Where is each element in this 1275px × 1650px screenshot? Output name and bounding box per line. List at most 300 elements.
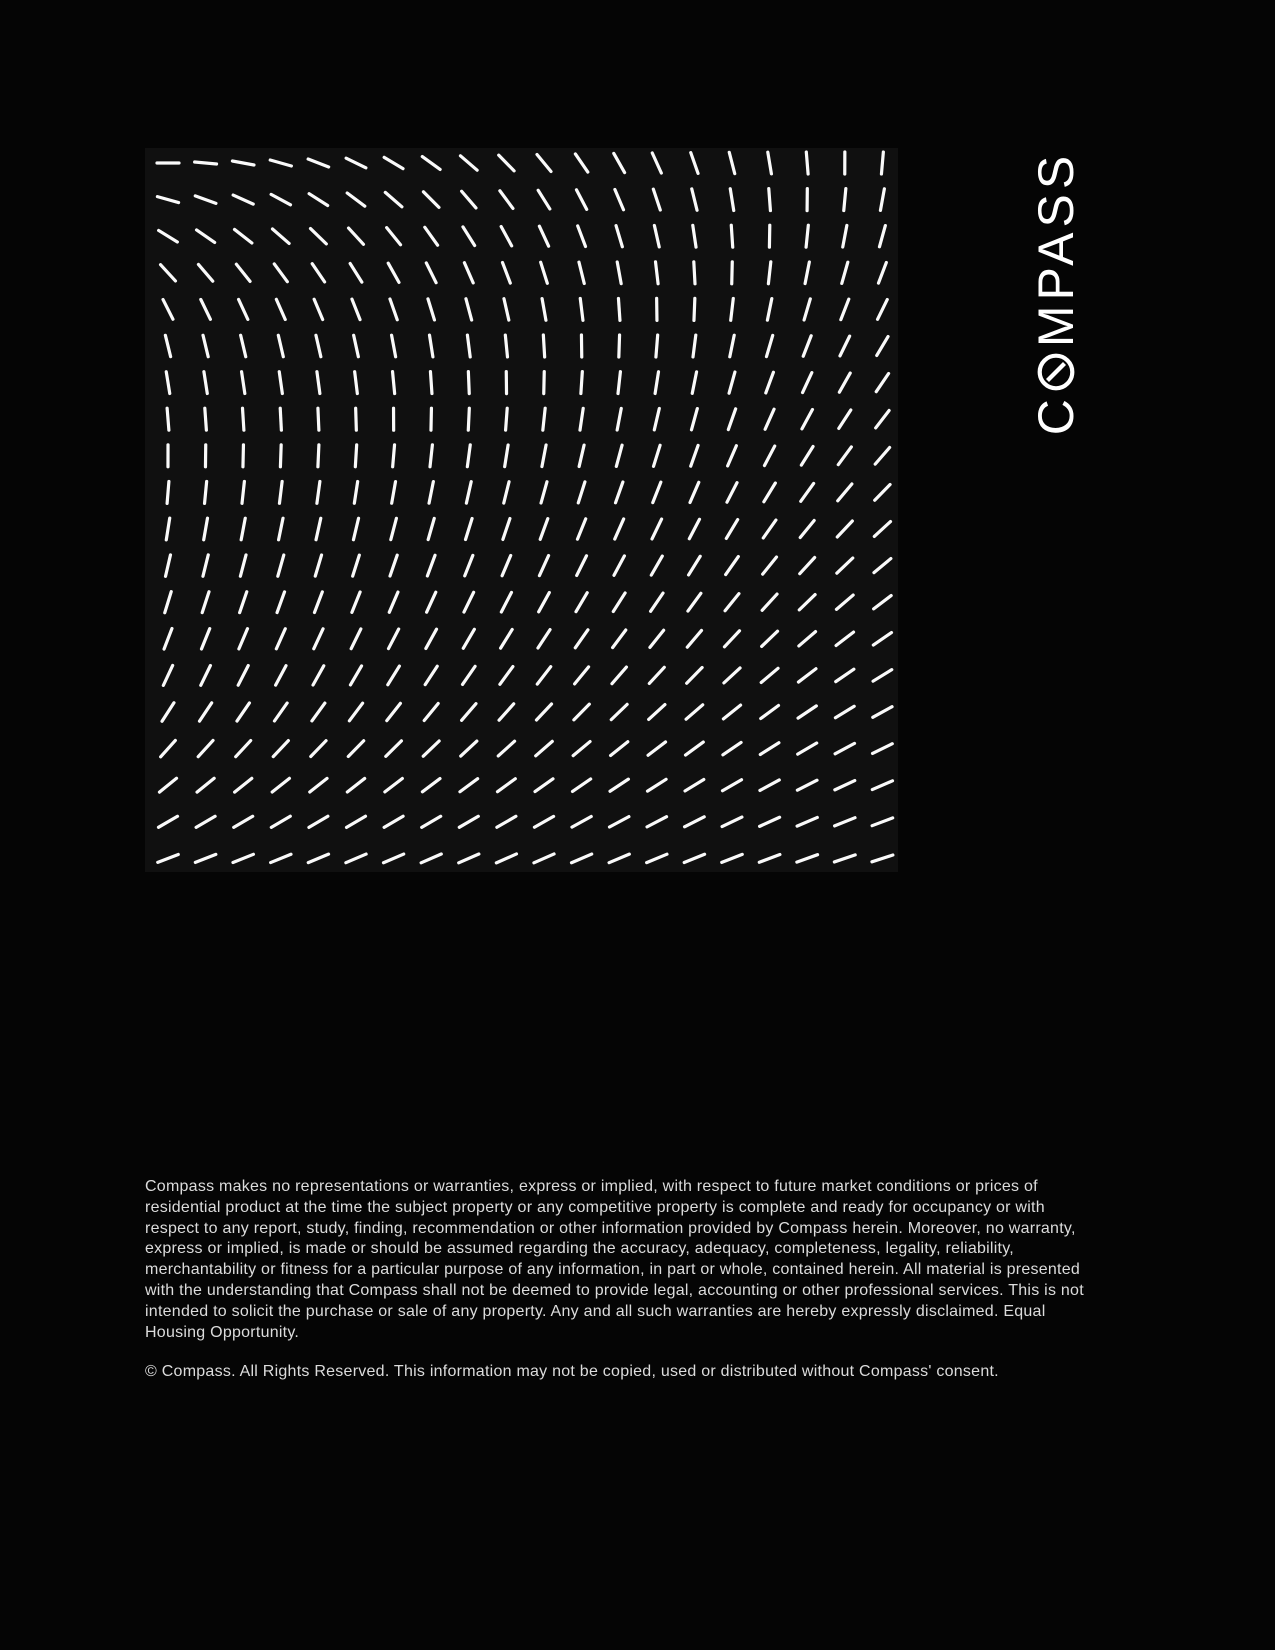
- flow-dash: [880, 189, 884, 211]
- flow-dash: [167, 408, 169, 430]
- flow-dash: [465, 555, 473, 575]
- flow-dash: [730, 335, 734, 357]
- flow-dash: [505, 445, 508, 467]
- flow-dash: [876, 410, 889, 427]
- flow-dash: [356, 408, 357, 430]
- flow-dash: [725, 594, 739, 611]
- flow-dash: [578, 226, 586, 247]
- flow-dash: [575, 630, 588, 648]
- flow-dash: [498, 741, 514, 756]
- flow-dash: [204, 518, 208, 540]
- flow-dash: [537, 667, 550, 684]
- disclaimer-text: [145, 1177, 1084, 1343]
- flow-dash: [539, 556, 548, 576]
- flow-dash: [355, 445, 356, 467]
- flow-dash: [459, 854, 479, 863]
- flow-dash: [768, 152, 772, 174]
- flow-dash: [466, 482, 471, 503]
- flow-dash: [239, 299, 248, 319]
- flow-dash: [541, 482, 547, 503]
- flow-dash: [352, 592, 360, 612]
- flow-dash: [503, 263, 511, 284]
- flow-dash: [460, 156, 477, 170]
- flow-dash: [724, 668, 740, 683]
- flow-dash: [840, 336, 850, 356]
- flow-dash: [575, 154, 587, 172]
- flow-dash: [166, 555, 171, 576]
- flow-dash: [347, 193, 365, 206]
- flow-dash: [835, 743, 854, 753]
- flow-dash: [161, 740, 176, 756]
- disclaimer-line: residential product at the time the subject property or any competitive property is complete and ready for occupancy or with: [145, 1198, 1045, 1216]
- flow-dash: [314, 299, 323, 319]
- flow-dash: [240, 555, 246, 576]
- flow-dash: [425, 666, 437, 684]
- flow-dash: [731, 225, 732, 247]
- flow-dash: [197, 778, 214, 792]
- flow-dash: [768, 262, 770, 284]
- flow-dash: [541, 262, 548, 283]
- flow-dash: [802, 410, 812, 429]
- flow-dash: [881, 152, 883, 174]
- flow-dash: [617, 262, 621, 284]
- flow-dash: [767, 299, 771, 321]
- flow-dash: [163, 665, 172, 685]
- flow-dash: [873, 633, 891, 645]
- disclaimer-line: express or implied, is made or should be assumed regarding the accuracy, adequacy, completeness, legality, reliability,: [145, 1240, 1014, 1258]
- flow-dash: [685, 817, 705, 827]
- flow-dash: [872, 855, 893, 862]
- flow-dash: [761, 705, 779, 718]
- flow-dash: [165, 592, 171, 613]
- flow-dash: [689, 519, 699, 538]
- flow-dash: [579, 262, 584, 283]
- flow-dash: [318, 445, 319, 467]
- flow-dash: [463, 227, 475, 246]
- flow-dash: [836, 632, 853, 645]
- flow-dash: [353, 555, 360, 576]
- flow-dash: [163, 300, 173, 320]
- flow-dash: [346, 854, 366, 863]
- flow-dash: [318, 408, 319, 430]
- flow-dash: [158, 854, 179, 862]
- flow-dash: [166, 518, 169, 540]
- flow-dash: [874, 559, 891, 573]
- flow-dash: [316, 335, 321, 356]
- flow-dash: [351, 629, 361, 649]
- flow-dash: [428, 518, 434, 539]
- flow-dash: [312, 703, 325, 721]
- flow-dash: [392, 482, 396, 504]
- flow-dash: [694, 262, 695, 284]
- flow-dash: [166, 372, 170, 394]
- flow-dash: [656, 335, 658, 357]
- flow-dash: [390, 555, 397, 576]
- flow-dash: [874, 522, 890, 537]
- flow-dash: [237, 703, 249, 721]
- flow-dash: [233, 854, 253, 862]
- flow-dash: [648, 742, 665, 755]
- flow-dash: [838, 447, 851, 465]
- disclaimer-line: intended to solicit the purchase or sale of any property. Any and all such warranties are hereby expressly disclaimed. Equal: [145, 1302, 1046, 1320]
- flow-dash: [459, 816, 478, 827]
- flow-dash: [384, 816, 403, 827]
- flow-dash: [798, 669, 816, 682]
- flow-dash: [647, 854, 667, 862]
- flow-dash: [577, 190, 587, 209]
- flow-dash: [393, 372, 395, 394]
- flow-dash: [723, 742, 741, 754]
- flow-dash: [314, 592, 322, 613]
- flow-dash: [723, 705, 740, 719]
- flow-dash: [235, 229, 252, 243]
- flow-dash: [276, 629, 285, 649]
- flow-dash: [803, 336, 811, 357]
- flow-dash: [536, 741, 553, 755]
- flow-dash: [505, 335, 507, 357]
- flow-dash: [762, 594, 777, 610]
- flow-dash: [687, 668, 702, 684]
- flow-dash: [687, 630, 701, 647]
- flow-dash: [764, 446, 774, 465]
- flow-dash: [724, 631, 739, 647]
- flow-dash: [279, 481, 282, 503]
- flow-dash: [540, 519, 548, 540]
- flow-dash: [609, 854, 629, 863]
- flow-dash: [613, 630, 626, 648]
- flow-dash: [355, 372, 358, 394]
- flow-dash: [311, 229, 327, 244]
- flow-dash: [271, 816, 290, 827]
- flow-dash: [466, 518, 473, 539]
- flow-dash: [388, 666, 400, 685]
- flow-dash: [201, 629, 209, 649]
- flow-dash: [873, 670, 892, 682]
- flow-dash: [536, 704, 551, 720]
- flow-dash: [278, 555, 284, 576]
- compass-logo-text: [1028, 143, 1084, 443]
- flow-dash: [429, 482, 433, 504]
- flow-dash: [689, 556, 701, 575]
- flow-dash: [693, 225, 696, 247]
- flow-dash: [837, 558, 853, 573]
- flow-dash: [236, 741, 251, 757]
- flow-dash: [690, 482, 699, 502]
- flow-dash: [797, 817, 817, 826]
- flow-dash: [542, 445, 546, 467]
- flow-dash: [504, 482, 509, 503]
- flow-dash: [350, 666, 361, 685]
- flow-dash: [538, 190, 550, 209]
- flow-dash: [615, 519, 624, 539]
- flow-dash: [836, 595, 853, 609]
- flow-dash: [463, 629, 474, 648]
- flow-dash: [572, 816, 591, 827]
- flow-dash: [313, 666, 324, 685]
- flow-dash: [390, 299, 397, 320]
- flow-dash: [386, 741, 402, 756]
- flow-dash: [241, 518, 245, 540]
- flow-dash: [317, 372, 320, 394]
- flow-dash: [273, 741, 288, 757]
- flow-dash: [611, 704, 627, 719]
- flow-dash: [801, 446, 813, 465]
- flow-dash: [204, 372, 207, 394]
- flow-dash: [427, 592, 436, 612]
- flow-dash: [651, 593, 663, 611]
- flow-dash: [543, 408, 545, 430]
- flow-dash: [877, 337, 888, 356]
- flow-dash: [314, 629, 323, 649]
- flow-dash: [763, 557, 777, 574]
- flow-dash: [497, 816, 516, 827]
- flow-dash: [799, 632, 816, 646]
- flow-dash: [653, 482, 661, 502]
- flow-dash: [308, 159, 329, 167]
- flow-dash: [346, 158, 366, 168]
- flow-dash: [387, 703, 401, 720]
- flow-dash: [464, 592, 474, 612]
- flow-dash: [272, 229, 289, 243]
- flow-dash: [242, 481, 244, 503]
- flow-dash: [501, 227, 512, 246]
- flow-dash: [161, 265, 176, 281]
- flow-dash: [801, 483, 814, 501]
- flow-dash: [278, 335, 283, 356]
- flow-dash: [763, 520, 776, 538]
- flow-dash: [834, 855, 855, 862]
- flow-dash: [619, 335, 620, 357]
- flow-dash: [240, 592, 247, 613]
- flow-dash: [579, 445, 584, 466]
- flow-dash: [650, 630, 664, 647]
- copyright-line: © Compass. All Rights Reserved. This information may not be copied, used or distributed without Compass' consent.: [145, 1363, 999, 1380]
- flow-dash: [198, 740, 213, 756]
- flow-dash: [613, 593, 625, 612]
- flow-dash: [760, 780, 779, 790]
- flow-dash: [498, 779, 516, 792]
- flow-dash: [800, 558, 815, 574]
- flow-dash: [575, 667, 589, 684]
- flow-dash: [421, 854, 441, 863]
- flow-dash: [460, 779, 478, 792]
- flow-dash: [573, 779, 591, 791]
- flow-dash: [162, 703, 174, 721]
- flow-dash: [616, 226, 622, 247]
- flow-dash: [387, 228, 401, 245]
- flow-dash: [309, 194, 328, 206]
- flow-dash: [576, 593, 587, 612]
- flow-dash: [727, 483, 737, 503]
- flow-dash: [272, 778, 289, 792]
- flow-dash: [243, 408, 244, 430]
- flow-dash: [310, 778, 327, 792]
- flow-dash: [499, 155, 514, 171]
- flow-dash: [426, 263, 436, 283]
- flow-dash: [280, 408, 281, 430]
- flow-dash: [761, 668, 778, 682]
- flow-dash: [762, 631, 778, 646]
- flow-dash: [729, 372, 735, 393]
- flow-dash: [684, 854, 704, 862]
- flow-dash: [383, 854, 403, 863]
- flow-dash: [617, 408, 621, 430]
- flow-dash: [349, 228, 364, 244]
- flow-dash: [239, 629, 248, 649]
- flow-dash: [692, 189, 697, 210]
- flow-dash: [618, 372, 620, 394]
- flow-dash: [722, 854, 742, 862]
- flow-dash: [578, 482, 585, 503]
- flow-dash: [309, 816, 328, 827]
- flow-dash: [504, 299, 509, 320]
- flow-dash: [874, 596, 892, 609]
- flow-dash: [577, 556, 587, 576]
- flow-dash: [167, 481, 169, 503]
- flow-dash: [385, 192, 402, 206]
- flow-dash: [654, 445, 661, 466]
- flow-dash: [426, 629, 437, 648]
- flow-dash: [797, 780, 817, 790]
- flow-dash: [615, 189, 624, 209]
- flow-dash: [233, 195, 253, 204]
- disclaimer-line: Compass makes no representations or warranties, express or implied, with respect to future market conditions or prices of: [145, 1178, 1038, 1195]
- flow-dash: [279, 372, 282, 394]
- flow-dash: [312, 264, 324, 282]
- flow-dash: [354, 335, 359, 356]
- flow-dash: [197, 230, 215, 243]
- flow-dash: [766, 335, 772, 356]
- flow-dash: [878, 300, 888, 320]
- flow-dash: [164, 629, 172, 650]
- flow-dash: [277, 592, 284, 613]
- flow-dash: [612, 667, 626, 684]
- flow-dash: [534, 854, 554, 863]
- flow-dash: [196, 816, 215, 827]
- flow-dash: [427, 555, 435, 576]
- flow-dash: [538, 630, 550, 648]
- flow-dash: [429, 335, 432, 357]
- flow-dash: [234, 816, 253, 827]
- flow-dash: [279, 518, 283, 540]
- flow-dash: [461, 741, 477, 756]
- flow-dash: [316, 518, 321, 539]
- flow-dash: [580, 408, 583, 430]
- flow-dash: [732, 262, 733, 284]
- flow-dash: [425, 227, 438, 245]
- flow-dash: [651, 556, 662, 575]
- flow-dash: [348, 741, 363, 757]
- flow-dash: [692, 372, 696, 394]
- flow-dash: [872, 818, 893, 826]
- flow-dash: [797, 855, 818, 862]
- flow-dash: [611, 742, 628, 756]
- disclaimer-line: merchantability or fitness for a particular purpose of any information, in part or whole, contained herein. All material is presented: [145, 1261, 1081, 1279]
- flow-dash: [614, 556, 624, 575]
- flow-dash: [539, 226, 548, 246]
- flow-dash: [205, 408, 207, 430]
- flow-dash: [280, 445, 281, 467]
- flow-dash: [388, 263, 399, 282]
- flow-dash: [159, 230, 178, 242]
- flow-dash: [729, 152, 734, 173]
- flow-dash: [803, 373, 812, 393]
- flow-dash: [726, 520, 737, 539]
- flow-dash: [349, 703, 362, 721]
- flow-dash: [274, 264, 287, 282]
- flow-dash: [730, 189, 733, 211]
- flow-dash: [879, 226, 885, 247]
- flow-dash: [468, 408, 469, 430]
- flow-dash: [423, 192, 439, 208]
- flow-dash: [726, 557, 739, 575]
- flow-dash: [655, 372, 658, 394]
- flow-dash: [235, 778, 252, 792]
- flow-dash: [804, 299, 810, 320]
- flow-dash: [232, 161, 254, 165]
- flow-dash: [691, 409, 697, 430]
- flow-dash: [534, 816, 553, 827]
- flow-dash: [315, 555, 321, 576]
- flow-dash: [841, 299, 849, 320]
- flow-dash: [653, 189, 660, 210]
- flow-dash: [157, 197, 178, 203]
- flow-dash: [347, 778, 364, 792]
- flow-dash: [499, 704, 514, 720]
- flow-dash: [423, 741, 439, 756]
- flow-dash: [422, 779, 440, 792]
- flow-dash: [686, 742, 704, 755]
- flow-dash: [430, 372, 431, 394]
- flow-dash: [844, 189, 846, 211]
- flow-dash: [422, 816, 441, 827]
- dash-flow-pattern-svg: [145, 148, 898, 872]
- flow-dash: [203, 555, 208, 576]
- flow-dash: [202, 592, 209, 613]
- flow-dash: [468, 372, 469, 394]
- flow-dash: [875, 485, 890, 501]
- flow-dash: [693, 335, 696, 357]
- flow-dash: [722, 780, 741, 791]
- flow-dash: [835, 706, 854, 717]
- flow-dash: [311, 741, 326, 757]
- flow-dash: [271, 194, 290, 204]
- flow-dash: [838, 484, 852, 501]
- flow-dash: [535, 779, 553, 792]
- flow-dash: [764, 483, 775, 502]
- flow-dash: [654, 225, 659, 246]
- flow-dash: [195, 854, 215, 862]
- flow-dash: [236, 264, 250, 281]
- flow-dash: [195, 162, 217, 164]
- flow-dash: [430, 445, 432, 467]
- flow-dash: [276, 666, 286, 685]
- flow-dash: [392, 335, 396, 357]
- flow-dash: [878, 263, 886, 284]
- logo-letter-c: C: [1028, 394, 1084, 436]
- flow-dash: [648, 779, 667, 791]
- flow-dash: [353, 518, 358, 539]
- flow-dash: [649, 705, 665, 720]
- flow-dash: [616, 445, 622, 466]
- flow-dash: [652, 519, 662, 539]
- flow-dash: [691, 153, 698, 174]
- flow-dash: [389, 592, 398, 612]
- flow-dash: [500, 191, 513, 209]
- logo-letters-mpass: MPASS: [1028, 150, 1084, 348]
- flow-dash: [835, 818, 855, 826]
- flow-dash: [694, 298, 695, 320]
